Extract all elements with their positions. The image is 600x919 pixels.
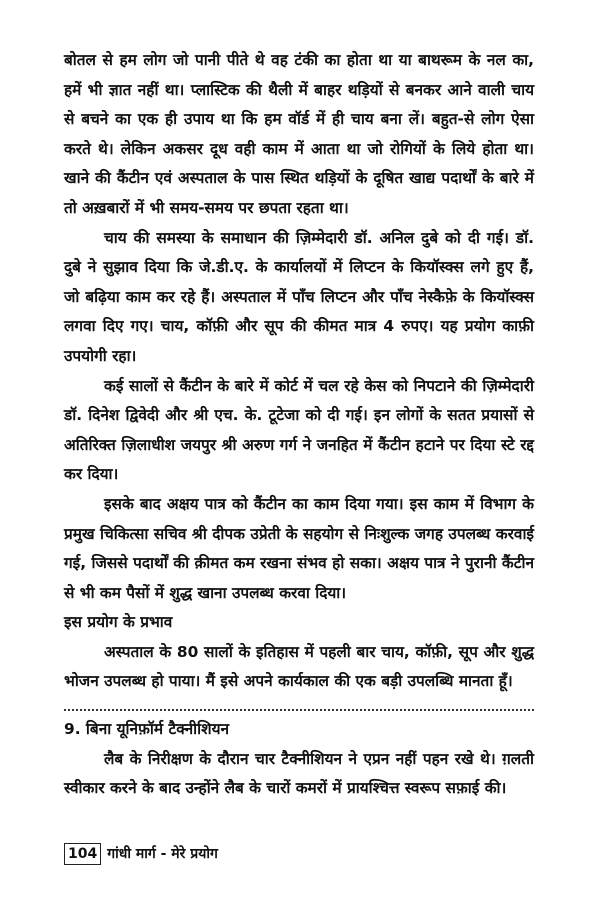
book-title: गांधी मार्ग - मेरे प्रयोग [107,846,218,862]
section-paragraph: लैब के निरीक्षण के दौरान चार टैक्नीशियन ने एप्रन नहीं पहन रखे थे। ग़लती स्वीकार करने के बाद उन्होंने लैब के चारों कमरों में प्रायश्चित्त स्वरूप सफ़ाई की। [64,749,534,798]
page-footer [64,843,218,865]
impact-paragraph: अस्पताल के 80 सालों के इतिहास में पहली बार चाय, कॉफ़ी, सूप और शुद्ध भोजन उपलब्ध हो पाया। मैं इसे अपने कार्यकाल की एक बड़ी उपलब्धि मानता हूँ। [64,642,534,691]
section-heading: 9. बिना यूनिफ़ॉर्म टैक्नीशियन [64,720,230,739]
paragraph-4: इसके बाद अक्षय पात्र को कैंटीन का काम दिया गया। इस काम में विभाग के प्रमुख चिकित्सा सचिव श्री दीपक उप्रेती के सहयोग से निःशुल्क जगह उपलब्ध करवाई गई, जिससे पदार्थों की क़ीमत कम रखना संभव हो सका। अक्षय पात्र ने पुरानी कैंटीन से भी कम पैसों में शुद्ध खाना उपलब्ध करवा दिया। [64,494,534,602]
dotted-divider [64,709,534,711]
impact-heading: इस प्रयोग के प्रभाव [64,613,173,632]
paragraph-1: बोतल से हम लोग जो पानी पीते थे वह टंकी का होता था या बाथरूम के नल का, हमें भी ज्ञात नहीं था। प्लास्टिक की थैली में बाहर थड़ियों से बनकर आने वाली चाय से बचने का एक ही उपाय था कि हम वॉर्ड में ही चाय बना लें। बहुत-से लोग ऐसा करते थे। लेकिन अकसर दूध वही काम में आता था जो रोगियों के लिये होता था। खाने की कैंटीन एवं अस्पताल के पास स्थित थड़ियों के दूषित खाद्य पदार्थों के बारे में तो अख़बारों में भी समय-समय पर छपता रहता था। [64,51,535,217]
paragraph-2: चाय की समस्या के समाधान की ज़िम्मेदारी डॉ. अनिल दुबे को दी गई। डॉ. दुबे ने सुझाव दिया कि जे.डी.ए. के कार्यालयों में लिप्टन के कियॉस्क्स लगे हुए हैं, जो बढ़िया काम कर रहे हैं। अस्पताल में पाँच लिप्टन और पाँच नेस्कैफ़े के कियॉस्क्स लगवा दिए गए। चाय, कॉफ़ी और सूप की कीमत मात्र 4 रुपए। यह प्रयोग काफ़ी उपयोगी रहा। [64,228,534,365]
paragraph-3: कई सालों से कैंटीन के बारे में कोर्ट में चल रहे केस को निपटाने की ज़िम्मेदारी डॉ. दिनेश द्विवेदी और श्री एच. के. टूटेजा को दी गई। इन लोगों के सतत प्रयासों से अतिरिक्त ज़िलाधीश जयपुर श्री अरुण गर्ग ने जनहित में कैंटीन हटाने पर दिया स्टे रद्द कर दिया। [64,376,534,484]
page-number: 104 [64,843,101,865]
